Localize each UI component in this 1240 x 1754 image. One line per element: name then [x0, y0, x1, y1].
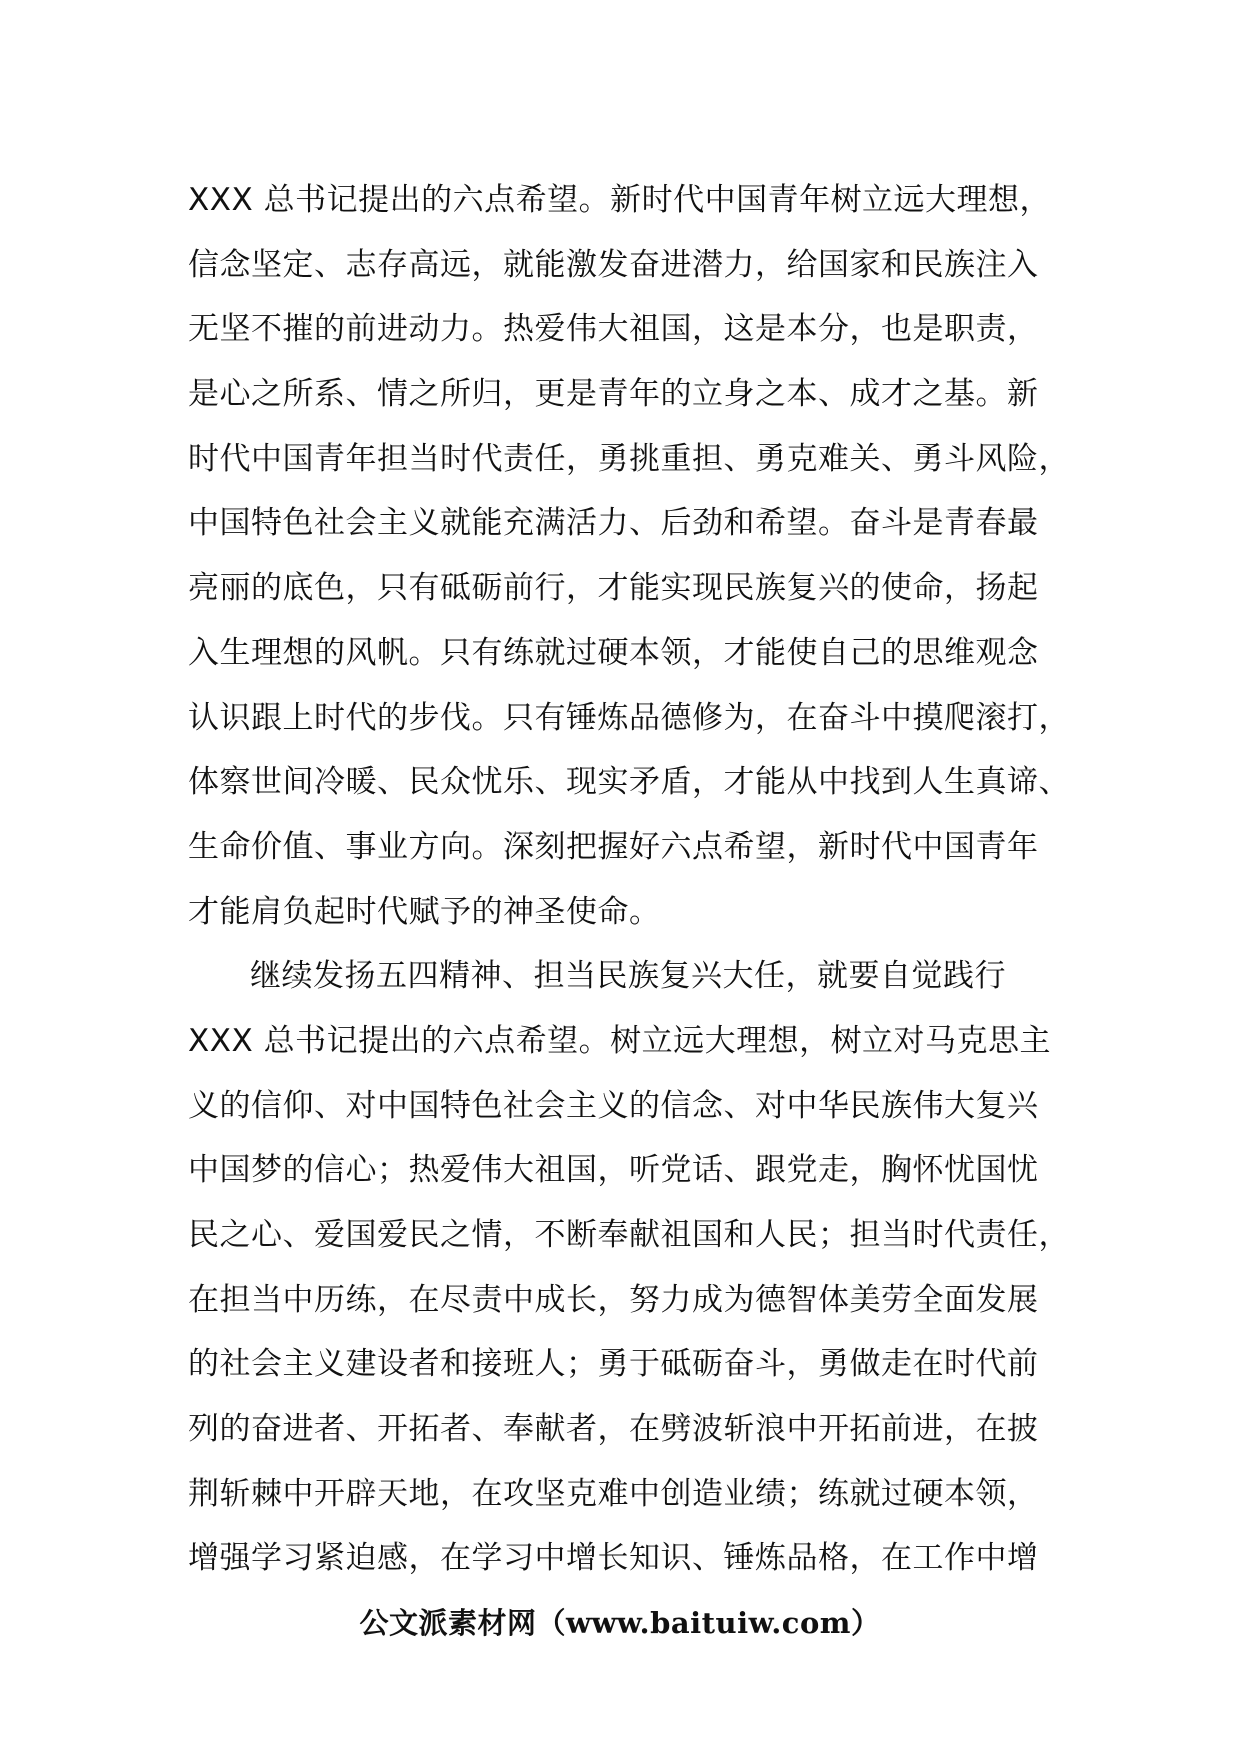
paragraph-2-line: XXX 总书记提出的六点希望。树立远大理想，树立对马克思主 [188, 1022, 1052, 1059]
paragraph-2-first-line: 继续发扬五四精神、担当民族复兴大任，就要自觉践行 [250, 958, 1006, 995]
paragraph-1-line: 信念坚定、志存高远，就能激发奋进潜力，给国家和民族注入 [188, 246, 1039, 283]
paragraph-1-line: 认识跟上时代的步伐。只有锤炼品德修为，在奋斗中摸爬滚打， [188, 699, 1070, 736]
paragraph-2-line: 在担当中历练，在尽责中成长，努力成为德智体美劳全面发展 [188, 1281, 1039, 1318]
paragraph-1-line: 中国特色社会主义就能充满活力、后劲和希望。奋斗是青春最 [188, 505, 1039, 542]
paragraph-1-line: 体察世间冷暖、民众忧乐、现实矛盾，才能从中找到人生真谛、 [188, 764, 1070, 801]
paragraph-2-line: 列的奋进者、开拓者、奉献者，在劈波斩浪中开拓前进，在披 [188, 1411, 1039, 1448]
paragraph-2-line: 增强学习紧迫感，在学习中增长知识、锤炼品格，在工作中增 [188, 1540, 1039, 1577]
paragraph-2-line: 民之心、爱国爱民之情，不断奉献祖国和人民；担当时代责任， [188, 1217, 1070, 1253]
paragraph-1-line: 才能肩负起时代赋予的神圣使命。 [188, 893, 661, 930]
paragraph-1-line: 是心之所系、情之所归，更是青年的立身之本、成才之基。新 [188, 376, 1039, 413]
paragraph-1-line: 时代中国青年担当时代责任，勇挑重担、勇克难关、勇斗风险， [188, 440, 1070, 477]
paragraph-1-line: 亮丽的底色，只有砥砺前行，才能实现民族复兴的使命，扬起 [188, 570, 1039, 607]
paragraph-1-line: 入生理想的风帆。只有练就过硬本领，才能使自己的思维观念 [188, 634, 1039, 671]
paragraph-1-line: 生命价值、事业方向。深刻把握好六点希望，新时代中国青年 [188, 828, 1039, 865]
document-body [188, 168, 1088, 1591]
paragraph-2-line: 荆斩棘中开辟天地，在攻坚克难中创造业绩；练就过硬本领， [188, 1475, 1039, 1512]
paragraph-1-line: XXX 总书记提出的六点希望。新时代中国青年树立远大理想， [188, 182, 1052, 218]
paragraph-2-line: 义的信仰、对中国特色社会主义的信念、对中华民族伟大复兴 [188, 1087, 1039, 1124]
paragraph-2-line: 中国梦的信心；热爱伟大祖国，听党话、跟党走，胸怀忧国忧 [188, 1152, 1039, 1189]
paragraph-1-line: 无坚不摧的前进动力。热爱伟大祖国，这是本分，也是职责， [188, 311, 1039, 348]
paragraph-2-line: 的社会主义建设者和接班人；勇于砥砺奋斗，勇做走在时代前 [188, 1346, 1039, 1383]
footer-watermark: 公文派素材网（www.baituiw.com） [359, 1606, 881, 1640]
